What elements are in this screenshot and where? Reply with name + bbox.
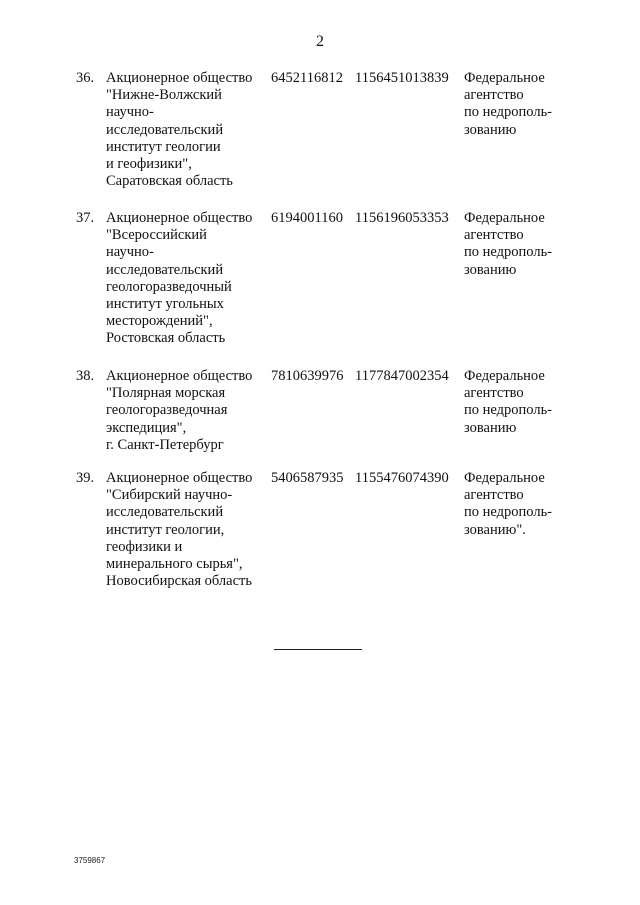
agency-line: Федеральное	[464, 368, 545, 384]
name-line: геологоразведочный	[106, 278, 232, 295]
organization-name	[106, 210, 268, 348]
name-line: "Полярная морская	[106, 385, 226, 402]
organization-name	[106, 70, 268, 190]
agency-line: по недрополь-	[464, 104, 553, 121]
agency-line: Федеральное	[464, 210, 545, 226]
name-line: геофизики и	[106, 538, 183, 555]
agency-name	[464, 368, 574, 437]
agency-line: Федеральное	[464, 70, 545, 86]
agency-line: Федеральное	[464, 470, 545, 486]
agency-name	[464, 70, 574, 139]
row-number: 38.	[76, 368, 95, 384]
name-line: Новосибирская область	[106, 573, 252, 590]
name-line: "Сибирский научно-	[106, 487, 233, 504]
name-line: научно-	[106, 104, 154, 121]
table-row	[0, 470, 640, 610]
table-row	[0, 368, 640, 470]
name-line: г. Санкт-Петербург	[106, 436, 224, 453]
name-line: Саратовская область	[106, 173, 233, 190]
name-line: геологоразведочная	[106, 402, 228, 419]
agency-name	[464, 470, 574, 539]
name-line: "Нижне-Волжский	[106, 87, 222, 104]
ogrn-value: 1155476074390	[355, 470, 449, 486]
ogrn-value: 1156451013839	[355, 70, 449, 86]
ogrn-value: 1156196053353	[355, 210, 449, 226]
row-number: 37.	[76, 210, 95, 226]
name-line: минерального сырья",	[106, 556, 243, 573]
agency-line: по недрополь-	[464, 244, 553, 261]
agency-line: зованию	[464, 121, 517, 138]
name-line: месторождений",	[106, 313, 213, 330]
name-line: Акционерное общество	[106, 470, 253, 486]
name-line: институт угольных	[106, 296, 224, 313]
inn-value: 6452116812	[271, 70, 343, 86]
name-line: экспедиция",	[106, 419, 187, 436]
name-line: Акционерное общество	[106, 70, 253, 86]
name-line: и геофизики",	[106, 156, 192, 173]
table-row	[0, 70, 640, 210]
row-number: 36.	[76, 70, 95, 86]
agency-line: агентство	[464, 87, 524, 104]
name-line: институт геологии,	[106, 521, 225, 538]
agency-line: агентство	[464, 487, 524, 504]
organization-name	[106, 368, 268, 454]
agency-line: агентство	[464, 385, 524, 402]
agency-name	[464, 210, 574, 279]
name-line: исследовательский	[106, 121, 224, 138]
name-line: исследовательский	[106, 261, 224, 278]
name-line: научно-	[106, 244, 154, 261]
name-line: Акционерное общество	[106, 210, 253, 226]
organization-table	[0, 70, 640, 610]
inn-value: 7810639976	[271, 368, 344, 384]
page-number: 2	[316, 33, 324, 50]
agency-line: зованию	[464, 261, 517, 278]
agency-line: зованию	[464, 419, 517, 436]
name-line: "Всероссийский	[106, 227, 207, 244]
name-line: Акционерное общество	[106, 368, 253, 384]
inn-value: 6194001160	[271, 210, 343, 226]
ogrn-value: 1177847002354	[355, 368, 449, 384]
agency-line: по недрополь-	[464, 402, 553, 419]
row-number: 39.	[76, 470, 95, 486]
agency-line: зованию".	[464, 521, 526, 538]
document-id: 3759867	[74, 856, 106, 865]
agency-line: по недрополь-	[464, 504, 553, 521]
agency-line: агентство	[464, 227, 524, 244]
organization-name	[106, 470, 268, 590]
name-line: исследовательский	[106, 504, 224, 521]
name-line: институт геологии	[106, 138, 221, 155]
table-row	[0, 210, 640, 368]
inn-value: 5406587935	[271, 470, 344, 486]
end-separator-line	[274, 649, 362, 650]
name-line: Ростовская область	[106, 330, 226, 347]
